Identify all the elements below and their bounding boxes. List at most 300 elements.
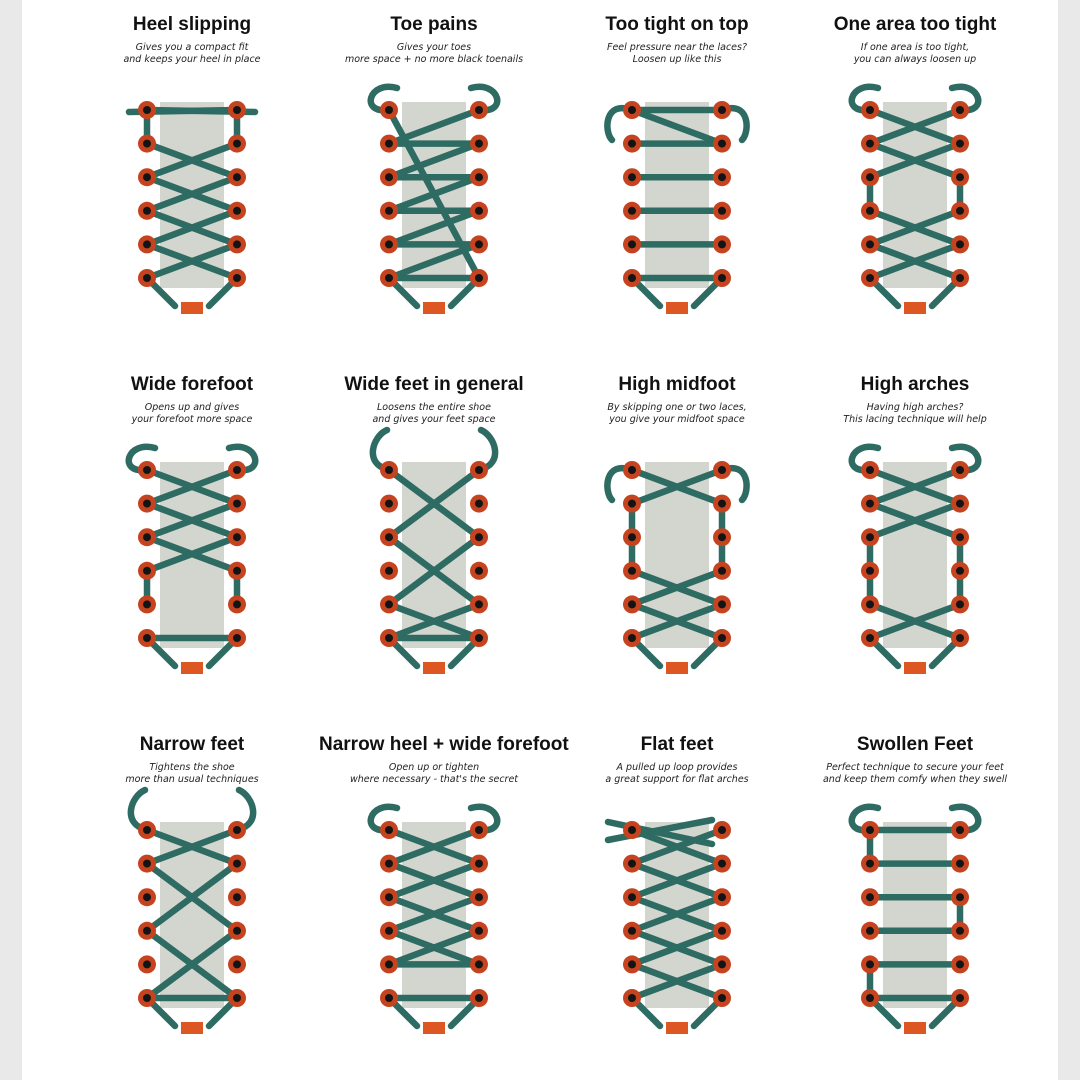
technique-panel-wide-feet-in-general xyxy=(319,360,549,710)
eyelet-hole xyxy=(385,634,393,642)
eyelet xyxy=(470,168,488,186)
eyelet xyxy=(470,855,488,873)
diagram-content xyxy=(371,87,498,314)
eyelet xyxy=(138,168,156,186)
description-line: a great support for flat arches xyxy=(605,774,749,785)
description-line: A pulled up loop provides xyxy=(616,762,738,773)
eyelet xyxy=(470,629,488,647)
eyelet xyxy=(228,528,246,546)
eyelet xyxy=(228,855,246,873)
eyelet xyxy=(380,629,398,647)
eyelet-hole xyxy=(143,466,151,474)
eyelet-hole xyxy=(866,567,874,575)
eyelet-hole xyxy=(233,240,241,248)
eyelet-hole xyxy=(956,173,964,181)
eyelet-hole xyxy=(956,927,964,935)
eyelet-hole xyxy=(866,140,874,148)
technique-panel-wide-forefoot xyxy=(77,360,307,710)
eyelet-hole xyxy=(233,500,241,508)
technique-panel-narrow-feet xyxy=(77,720,307,1070)
lacing-diagram xyxy=(562,0,792,350)
eyelet xyxy=(951,955,969,973)
eyelet-hole xyxy=(385,600,393,608)
description-line: Open up or tighten xyxy=(388,762,480,773)
eyelet xyxy=(713,922,731,940)
eyelet xyxy=(228,562,246,580)
diagram-content xyxy=(129,101,255,314)
eyelet xyxy=(861,955,879,973)
eyelet-hole xyxy=(385,173,393,181)
eyelet xyxy=(861,461,879,479)
eyelet-hole xyxy=(718,960,726,968)
description-line: This lacing technique will help xyxy=(843,414,987,425)
eyelet xyxy=(138,922,156,940)
eyelet xyxy=(138,269,156,287)
eyelet-hole xyxy=(475,927,483,935)
eyelet xyxy=(380,595,398,613)
eyelet xyxy=(951,495,969,513)
eyelet-hole xyxy=(475,960,483,968)
eyelet xyxy=(623,888,641,906)
eyelet xyxy=(470,269,488,287)
eyelet-hole xyxy=(956,106,964,114)
description-line: more space + no more black toenails xyxy=(344,54,524,65)
eyelet xyxy=(861,855,879,873)
eyelet xyxy=(713,202,731,220)
eyelet-hole xyxy=(628,274,636,282)
eyelet-hole xyxy=(143,140,151,148)
lace-tip-block xyxy=(181,302,203,314)
eyelet-hole xyxy=(866,600,874,608)
diagram-content xyxy=(373,430,495,674)
eyelet-hole xyxy=(866,466,874,474)
eyelet-hole xyxy=(628,466,636,474)
eyelet-hole xyxy=(233,927,241,935)
diagram-content xyxy=(371,807,498,1034)
eyelet-hole xyxy=(866,106,874,114)
eyelet xyxy=(713,595,731,613)
technique-title: Heel slipping xyxy=(132,14,252,35)
eyelet-hole xyxy=(628,826,636,834)
eyelet-hole xyxy=(866,994,874,1002)
eyelet xyxy=(623,855,641,873)
eyelet xyxy=(861,989,879,1007)
lacing-diagram xyxy=(319,720,569,1070)
eyelet xyxy=(713,168,731,186)
eyelet xyxy=(138,855,156,873)
eyelet-hole xyxy=(385,533,393,541)
technique-title: High midfoot xyxy=(618,374,736,395)
eyelet xyxy=(470,922,488,940)
eyelet xyxy=(138,595,156,613)
lacing-diagram xyxy=(77,720,307,1070)
lace-tip xyxy=(904,662,926,674)
eyelet xyxy=(623,135,641,153)
eyelet-hole xyxy=(385,240,393,248)
eyelet-hole xyxy=(866,274,874,282)
lacing-diagram xyxy=(562,360,792,710)
eyelet xyxy=(623,562,641,580)
eyelet-hole xyxy=(866,173,874,181)
lace-tip xyxy=(666,302,688,314)
eyelet xyxy=(623,168,641,186)
eyelet xyxy=(623,495,641,513)
diagram-content xyxy=(608,820,731,1034)
eyelet xyxy=(713,269,731,287)
eyelet xyxy=(713,235,731,253)
eyelet-hole xyxy=(866,826,874,834)
eyelet-hole xyxy=(475,500,483,508)
lacing-guide-sheet xyxy=(22,0,1058,1080)
eyelet xyxy=(623,269,641,287)
eyelet-hole xyxy=(143,173,151,181)
eyelet-hole xyxy=(628,106,636,114)
eyelet xyxy=(951,235,969,253)
eyelet-hole xyxy=(866,634,874,642)
technique-title: Narrow heel + wide forefoot xyxy=(319,734,569,755)
eyelet-hole xyxy=(628,960,636,968)
technique-title: Toe pains xyxy=(390,14,478,35)
eyelet-hole xyxy=(628,140,636,148)
lacing-diagram xyxy=(319,360,549,710)
description-line: your forefoot more space xyxy=(131,414,253,425)
eyelet-hole xyxy=(628,500,636,508)
eyelet xyxy=(623,461,641,479)
eyelet xyxy=(951,528,969,546)
eyelet xyxy=(951,821,969,839)
eyelet-hole xyxy=(385,140,393,148)
eyelet-hole xyxy=(628,533,636,541)
eyelet-hole xyxy=(866,927,874,935)
eyelet xyxy=(138,101,156,119)
lace-tip-block xyxy=(904,302,926,314)
diagram-content xyxy=(852,807,979,1034)
eyelet xyxy=(228,269,246,287)
eyelet xyxy=(380,269,398,287)
eyelet-hole xyxy=(956,140,964,148)
eyelet-hole xyxy=(956,567,964,575)
technique-panel-heel-slipping xyxy=(77,0,307,350)
eyelet-hole xyxy=(475,826,483,834)
eyelet xyxy=(861,235,879,253)
eyelet-hole xyxy=(956,500,964,508)
eyelet-hole xyxy=(143,826,151,834)
eyelet-hole xyxy=(866,533,874,541)
eyelet-hole xyxy=(956,274,964,282)
eyelet-hole xyxy=(385,893,393,901)
lace-tip xyxy=(423,1022,445,1034)
eyelet xyxy=(470,461,488,479)
eyelet xyxy=(138,989,156,1007)
technique-title: Wide forefoot xyxy=(130,374,254,395)
eyelet xyxy=(861,528,879,546)
eyelet-hole xyxy=(475,466,483,474)
eyelet xyxy=(380,989,398,1007)
eyelet-hole xyxy=(385,567,393,575)
eyelet-hole xyxy=(143,567,151,575)
eyelet xyxy=(713,461,731,479)
description-line: you give your midfoot space xyxy=(609,414,745,425)
technique-title: Swollen Feet xyxy=(856,734,974,755)
diagram-content xyxy=(131,790,253,1034)
lace-tip-block xyxy=(181,662,203,674)
eyelet-hole xyxy=(628,240,636,248)
eyelet-hole xyxy=(233,140,241,148)
lace-tip-block xyxy=(666,1022,688,1034)
eyelet xyxy=(228,495,246,513)
eyelet-hole xyxy=(866,240,874,248)
eyelet xyxy=(380,821,398,839)
eyelet xyxy=(228,235,246,253)
eyelet-hole xyxy=(956,994,964,1002)
shoe-tongue xyxy=(883,822,947,1008)
eyelet-hole xyxy=(718,994,726,1002)
eyelet-hole xyxy=(385,960,393,968)
shoe-tongue-body xyxy=(883,822,947,1008)
lace-tip-block xyxy=(666,662,688,674)
eyelet xyxy=(138,461,156,479)
eyelet-hole xyxy=(718,567,726,575)
description-line: where necessary - that's the secret xyxy=(349,774,519,785)
eyelet xyxy=(380,235,398,253)
eyelet-hole xyxy=(718,860,726,868)
diagram-content xyxy=(852,447,979,674)
eyelet xyxy=(951,888,969,906)
eyelet xyxy=(861,495,879,513)
eyelet-hole xyxy=(475,106,483,114)
eyelet-hole xyxy=(233,600,241,608)
technique-title: High arches xyxy=(860,374,970,395)
eyelet-hole xyxy=(866,893,874,901)
lacing-diagram xyxy=(319,0,549,350)
lace-tip xyxy=(181,1022,203,1034)
eyelet-hole xyxy=(143,927,151,935)
lacing-diagram xyxy=(800,360,1030,710)
eyelet xyxy=(861,821,879,839)
eyelet-hole xyxy=(143,500,151,508)
eyelet-hole xyxy=(956,634,964,642)
eyelet xyxy=(861,269,879,287)
eyelet-hole xyxy=(718,240,726,248)
eyelet-hole xyxy=(866,960,874,968)
eyelet xyxy=(138,888,156,906)
technique-panel-high-arches xyxy=(800,360,1030,710)
eyelet xyxy=(380,202,398,220)
eyelet xyxy=(713,888,731,906)
eyelet xyxy=(951,562,969,580)
lace-tip-block xyxy=(904,1022,926,1034)
eyelet xyxy=(228,989,246,1007)
diagram-content xyxy=(129,447,256,674)
eyelet xyxy=(380,562,398,580)
eyelet xyxy=(228,955,246,973)
eyelet xyxy=(380,955,398,973)
eyelet xyxy=(861,202,879,220)
eyelet-hole xyxy=(628,207,636,215)
eyelet xyxy=(470,888,488,906)
eyelet xyxy=(228,821,246,839)
eyelet-hole xyxy=(956,826,964,834)
eyelet-hole xyxy=(718,600,726,608)
eyelet xyxy=(470,135,488,153)
description-line: and keeps your heel in place xyxy=(123,54,261,65)
eyelet xyxy=(623,235,641,253)
eyelet xyxy=(470,495,488,513)
technique-panel-one-area-too-tight xyxy=(800,0,1030,350)
diagram-content xyxy=(607,461,746,674)
description-line: more than usual techniques xyxy=(125,774,259,785)
eyelet-hole xyxy=(628,634,636,642)
eyelet-hole xyxy=(475,994,483,1002)
eyelet xyxy=(623,202,641,220)
lacing-diagram xyxy=(77,0,307,350)
lace-tip xyxy=(666,662,688,674)
eyelet-hole xyxy=(233,567,241,575)
lace-tip-block xyxy=(423,662,445,674)
eyelet-hole xyxy=(233,173,241,181)
eyelet xyxy=(138,821,156,839)
eyelet xyxy=(861,562,879,580)
eyelet-hole xyxy=(956,466,964,474)
eyelet xyxy=(138,495,156,513)
eyelet-hole xyxy=(628,860,636,868)
eyelet-hole xyxy=(143,106,151,114)
eyelet-hole xyxy=(143,533,151,541)
eyelet xyxy=(470,955,488,973)
eyelet-hole xyxy=(233,274,241,282)
eyelet xyxy=(951,135,969,153)
eyelet xyxy=(623,989,641,1007)
diagram-content xyxy=(852,87,979,314)
eyelet xyxy=(861,101,879,119)
eyelet-hole xyxy=(718,207,726,215)
technique-title: Too tight on top xyxy=(605,14,749,35)
lace-tip xyxy=(666,1022,688,1034)
description-line: Gives you a compact fit xyxy=(135,42,249,53)
eyelet-hole xyxy=(233,533,241,541)
eyelet xyxy=(228,168,246,186)
eyelet xyxy=(380,495,398,513)
lace-tip-block xyxy=(666,302,688,314)
technique-title: Narrow feet xyxy=(139,734,245,755)
eyelet xyxy=(861,595,879,613)
eyelet-hole xyxy=(143,600,151,608)
eyelet-hole xyxy=(866,207,874,215)
eyelet-hole xyxy=(475,860,483,868)
eyelet-hole xyxy=(233,106,241,114)
eyelet xyxy=(228,202,246,220)
eyelet-hole xyxy=(718,106,726,114)
eyelet xyxy=(951,461,969,479)
description-line: Having high arches? xyxy=(866,402,964,413)
eyelet xyxy=(228,629,246,647)
eyelet xyxy=(713,629,731,647)
eyelet xyxy=(380,855,398,873)
eyelet xyxy=(713,855,731,873)
eyelet-hole xyxy=(233,960,241,968)
eyelet xyxy=(951,168,969,186)
eyelet-hole xyxy=(718,140,726,148)
eyelet-hole xyxy=(233,893,241,901)
technique-panel-too-tight-on-top xyxy=(562,0,792,350)
eyelet-hole xyxy=(143,207,151,215)
eyelet-hole xyxy=(956,600,964,608)
description-line: Loosen up like this xyxy=(632,54,722,65)
eyelet-hole xyxy=(628,927,636,935)
eyelet-hole xyxy=(475,567,483,575)
technique-title: Wide feet in general xyxy=(344,374,524,395)
eyelet-hole xyxy=(628,994,636,1002)
eyelet xyxy=(380,888,398,906)
eyelet-hole xyxy=(233,860,241,868)
eyelet xyxy=(713,495,731,513)
technique-panel-high-midfoot xyxy=(562,360,792,710)
eyelet-hole xyxy=(233,826,241,834)
eyelet-hole xyxy=(143,240,151,248)
eyelet-hole xyxy=(143,860,151,868)
description-line: you can always loosen up xyxy=(853,54,977,65)
eyelet xyxy=(380,101,398,119)
technique-title: One area too tight xyxy=(833,14,997,35)
eyelet xyxy=(470,202,488,220)
diagram-content xyxy=(607,101,746,314)
eyelet xyxy=(861,168,879,186)
eyelet xyxy=(713,562,731,580)
eyelet xyxy=(951,989,969,1007)
eyelet xyxy=(138,135,156,153)
eyelet xyxy=(470,235,488,253)
description-line: Feel pressure near the laces? xyxy=(606,42,748,53)
eyelet xyxy=(470,595,488,613)
eyelet xyxy=(228,922,246,940)
eyelet xyxy=(713,528,731,546)
eyelet-hole xyxy=(956,860,964,868)
eyelet-hole xyxy=(718,500,726,508)
eyelet-hole xyxy=(475,207,483,215)
eyelet xyxy=(470,562,488,580)
lace-tip xyxy=(423,662,445,674)
eyelet-hole xyxy=(475,140,483,148)
eyelet xyxy=(713,955,731,973)
eyelet xyxy=(713,821,731,839)
eyelet-hole xyxy=(475,634,483,642)
eyelet xyxy=(228,101,246,119)
eyelet xyxy=(228,595,246,613)
eyelet xyxy=(861,888,879,906)
description-line: Tightens the shoe xyxy=(149,762,235,773)
lace-tip-block xyxy=(904,662,926,674)
lace-tip-block xyxy=(181,1022,203,1034)
eyelet-hole xyxy=(233,994,241,1002)
eyelet-hole xyxy=(233,207,241,215)
technique-title: Flat feet xyxy=(640,734,714,755)
eyelet xyxy=(951,922,969,940)
eyelet-hole xyxy=(233,466,241,474)
eyelet-hole xyxy=(385,466,393,474)
eyelet xyxy=(138,202,156,220)
eyelet-hole xyxy=(385,207,393,215)
eyelet-hole xyxy=(385,927,393,935)
eyelet xyxy=(623,629,641,647)
lace-tip xyxy=(181,662,203,674)
description-line: Opens up and gives xyxy=(144,402,240,413)
eyelet xyxy=(951,269,969,287)
technique-panel-narrow-heel-wide-forefoot xyxy=(319,720,569,1070)
eyelet xyxy=(951,595,969,613)
eyelet xyxy=(228,461,246,479)
eyelet xyxy=(623,528,641,546)
eyelet-hole xyxy=(628,173,636,181)
